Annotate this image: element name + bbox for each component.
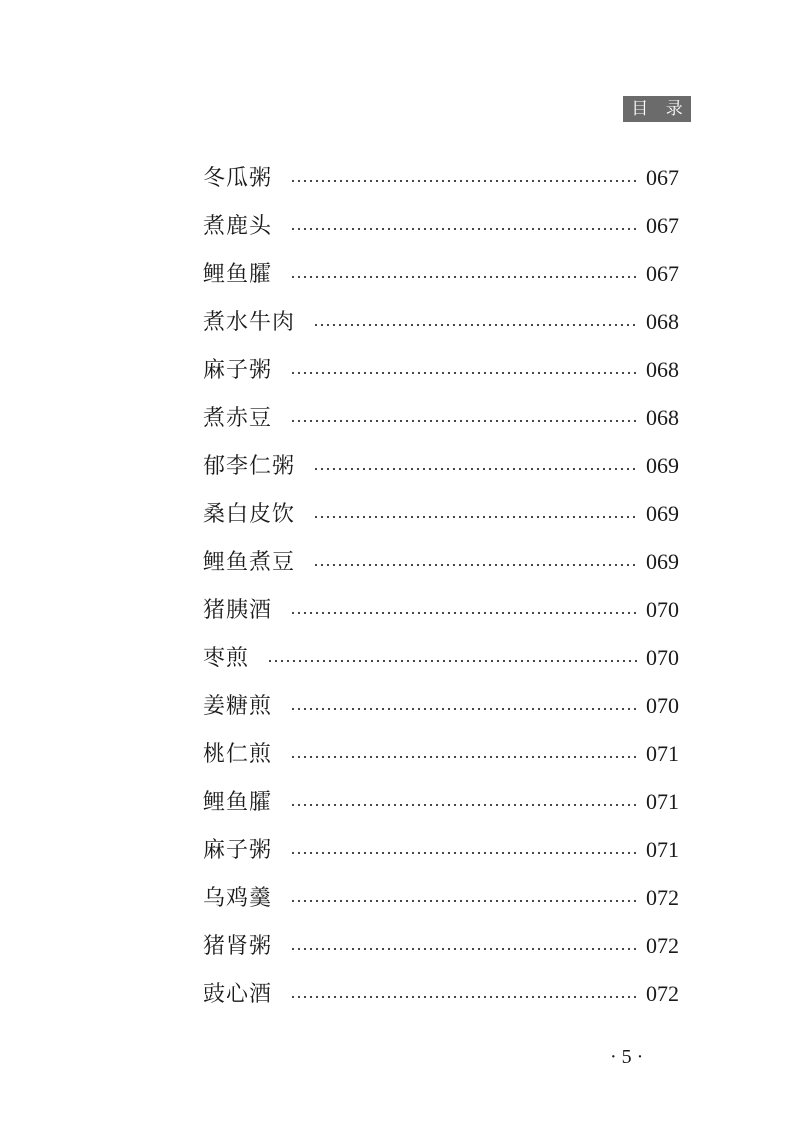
toc-entry[interactable] bbox=[203, 490, 679, 538]
toc-entry-title: 猪肾粥 bbox=[203, 934, 273, 959]
toc-entry[interactable] bbox=[203, 826, 679, 874]
toc-entry[interactable] bbox=[203, 586, 679, 634]
dot-leader bbox=[267, 660, 638, 662]
toc-entry-page: 068 bbox=[646, 357, 679, 382]
dot-leader bbox=[313, 324, 638, 326]
toc-entry[interactable] bbox=[203, 346, 679, 394]
toc-entry[interactable] bbox=[203, 778, 679, 826]
dot-leader bbox=[290, 420, 638, 422]
toc-entry[interactable] bbox=[203, 154, 679, 202]
toc-entry[interactable] bbox=[203, 250, 679, 298]
toc-entry-title: 麻子粥 bbox=[203, 838, 273, 863]
dot-leader bbox=[290, 852, 638, 854]
toc-entry-page: 067 bbox=[646, 165, 679, 190]
toc-entry[interactable] bbox=[203, 538, 679, 586]
dot-leader bbox=[290, 804, 638, 806]
toc-entry-page: 071 bbox=[646, 837, 679, 862]
toc-entry-page: 069 bbox=[646, 501, 679, 526]
toc-entry-title: 煮水牛肉 bbox=[203, 310, 296, 335]
toc-entry-page: 071 bbox=[646, 789, 679, 814]
toc-entry-title: 桑白皮饮 bbox=[203, 502, 296, 527]
toc-entry-title: 鲤鱼臛 bbox=[203, 262, 273, 287]
toc-entry-title: 麻子粥 bbox=[203, 358, 273, 383]
toc-entry[interactable] bbox=[203, 874, 679, 922]
toc-entry-title: 枣煎 bbox=[203, 646, 250, 671]
toc-entry-page: 072 bbox=[646, 933, 679, 958]
dot-leader bbox=[313, 516, 638, 518]
toc-entry[interactable] bbox=[203, 202, 679, 250]
toc-entry-page: 067 bbox=[646, 261, 679, 286]
toc-entry-title: 煮赤豆 bbox=[203, 406, 273, 431]
toc-entry-title: 鲤鱼臛 bbox=[203, 790, 273, 815]
dot-leader bbox=[290, 948, 638, 950]
toc-entry[interactable] bbox=[203, 970, 679, 1018]
dot-leader bbox=[313, 468, 638, 470]
toc-entry-title: 郁李仁粥 bbox=[203, 454, 296, 479]
toc-entry-title: 桃仁煎 bbox=[203, 742, 273, 767]
toc-entry-page: 070 bbox=[646, 693, 679, 718]
toc-entry-title: 冬瓜粥 bbox=[203, 166, 273, 191]
dot-leader bbox=[290, 228, 638, 230]
toc-entry[interactable] bbox=[203, 730, 679, 778]
section-header-tag: 目 录 bbox=[623, 96, 691, 122]
toc-entry[interactable] bbox=[203, 634, 679, 682]
toc-entry-page: 068 bbox=[646, 405, 679, 430]
toc-entry-page: 071 bbox=[646, 741, 679, 766]
dot-leader bbox=[290, 900, 638, 902]
toc-entry-title: 猪胰酒 bbox=[203, 598, 273, 623]
toc-entry-page: 072 bbox=[646, 885, 679, 910]
toc-entry[interactable] bbox=[203, 922, 679, 970]
toc-entry-page: 070 bbox=[646, 597, 679, 622]
toc-entry-title: 煮鹿头 bbox=[203, 214, 273, 239]
toc-entry[interactable] bbox=[203, 682, 679, 730]
toc-entry-title: 豉心酒 bbox=[203, 982, 273, 1007]
table-of-contents bbox=[203, 154, 679, 1018]
dot-leader bbox=[290, 180, 638, 182]
toc-entry-page: 070 bbox=[646, 645, 679, 670]
toc-entry-title: 姜糖煎 bbox=[203, 694, 273, 719]
dot-leader bbox=[290, 708, 638, 710]
page-number: · 5 · bbox=[610, 1046, 644, 1068]
toc-entry[interactable] bbox=[203, 298, 679, 346]
dot-leader bbox=[290, 756, 638, 758]
toc-entry-page: 068 bbox=[646, 309, 679, 334]
dot-leader bbox=[290, 372, 638, 374]
toc-entry-title: 乌鸡羹 bbox=[203, 886, 273, 911]
toc-entry-page: 072 bbox=[646, 981, 679, 1006]
toc-entry-page: 069 bbox=[646, 453, 679, 478]
toc-entry-page: 069 bbox=[646, 549, 679, 574]
toc-entry-title: 鲤鱼煮豆 bbox=[203, 550, 296, 575]
dot-leader bbox=[290, 612, 638, 614]
toc-entry[interactable] bbox=[203, 442, 679, 490]
dot-leader bbox=[290, 996, 638, 998]
toc-entry[interactable] bbox=[203, 394, 679, 442]
toc-entry-page: 067 bbox=[646, 213, 679, 238]
dot-leader bbox=[290, 276, 638, 278]
dot-leader bbox=[313, 564, 638, 566]
